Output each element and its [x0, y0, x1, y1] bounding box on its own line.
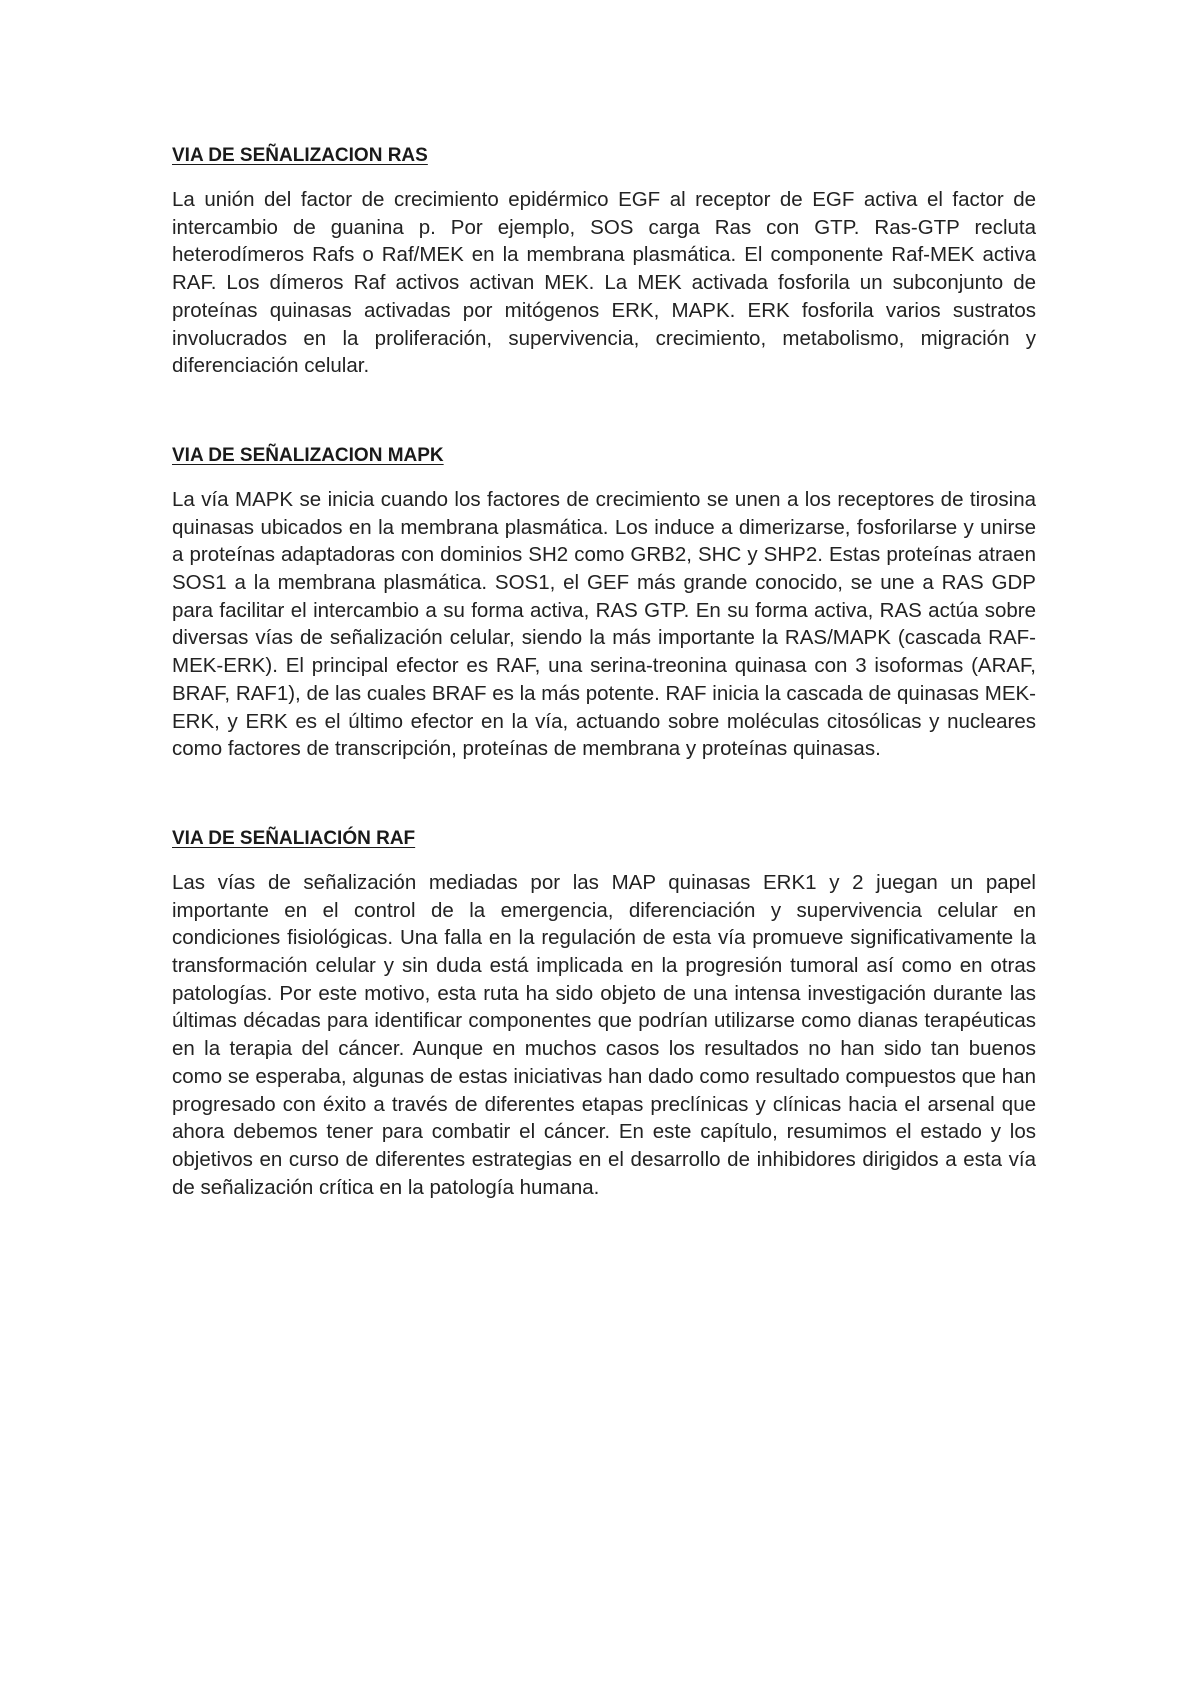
- section-body-ras: La unión del factor de crecimiento epidérmico EGF al receptor de EGF activa el factor de intercambio de guanina p. Por ejemplo, SOS carga Ras con GTP. Ras-GTP recluta heterodímeros Rafs o Raf/MEK en la membrana plasmática. El componente Raf-MEK activa RAF. Los dímeros Raf activos activan MEK. La MEK activada fosforila un subconjunto de proteínas quinasas activadas por mitógenos ERK, MAPK. ERK fosforila varios sustratos involucrados en la proliferación, supervivencia, crecimiento, metabolismo, migración y diferenciación celular.: [172, 188, 1036, 378]
- section-heading-raf: VIA DE SEÑALIACIÓN RAF: [172, 827, 416, 849]
- section-body-raf: Las vías de señalización mediadas por las MAP quinasas ERK1 y 2 juegan un papel importante en el control de la emergencia, diferenciación y supervivencia celular en condiciones fisiológicas. Una falla en la regulación de esta vía promueve significativamente la transformación celular y sin duda está implicada en la progresión tumoral así como en otras patologías. Por este motivo, esta ruta ha sido objeto de una intensa investigación durante las últimas décadas para identificar componentes que podrían utilizarse como dianas terapéuticas en la terapia del cáncer. Aunque en muchos casos los resultados no han sido tan buenos como se esperaba, algunas de estas iniciativas han dado como resultado compuestos que han progresado con éxito a través de diferentes etapas preclínicas y clínicas hacia el arsenal que ahora debemos tener para combatir el cáncer. En este capítulo, resumimos el estado y los objetivos en curso de diferentes estrategias en el desarrollo de inhibidores dirigidos a esta vía de señalización crítica en la patología humana.: [172, 870, 1036, 1199]
- section-body-mapk: La vía MAPK se inicia cuando los factores de crecimiento se unen a los receptores de tirosina quinasas ubicados en la membrana plasmática. Los induce a dimerizarse, fosforilarse y unirse a proteínas adaptadoras con dominios SH2 como GRB2, SHC y SHP2. Estas proteínas atraen SOS1 a la membrana plasmática. SOS1, el GEF más grande conocido, se une a RAS GDP para facilitar el intercambio a su forma activa, RAS GTP. En su forma activa, RAS actúa sobre diversas vías de señalización celular, siendo la más importante la RAS/MAPK (cascada RAF-MEK-ERK). El principal efector es RAF, una serina-treonina quinasa con 3 isoformas (ARAF, BRAF, RAF1), de las cuales BRAF es la más potente. RAF inicia la cascada de quinasas MEK-ERK, y ERK es el último efector en la vía, actuando sobre moléculas citosólicas y nucleares como factores de transcripción, proteínas de membrana y proteínas quinasas.: [172, 487, 1036, 761]
- section-mapk: [172, 444, 1036, 763]
- document-content: [172, 144, 1036, 1201]
- section-heading-ras: VIA DE SEÑALIZACION RAS: [172, 145, 428, 166]
- section-raf: [172, 827, 1036, 1201]
- section-ras: [172, 144, 1036, 380]
- section-heading-mapk: VIA DE SEÑALIZACION MAPK: [172, 444, 444, 466]
